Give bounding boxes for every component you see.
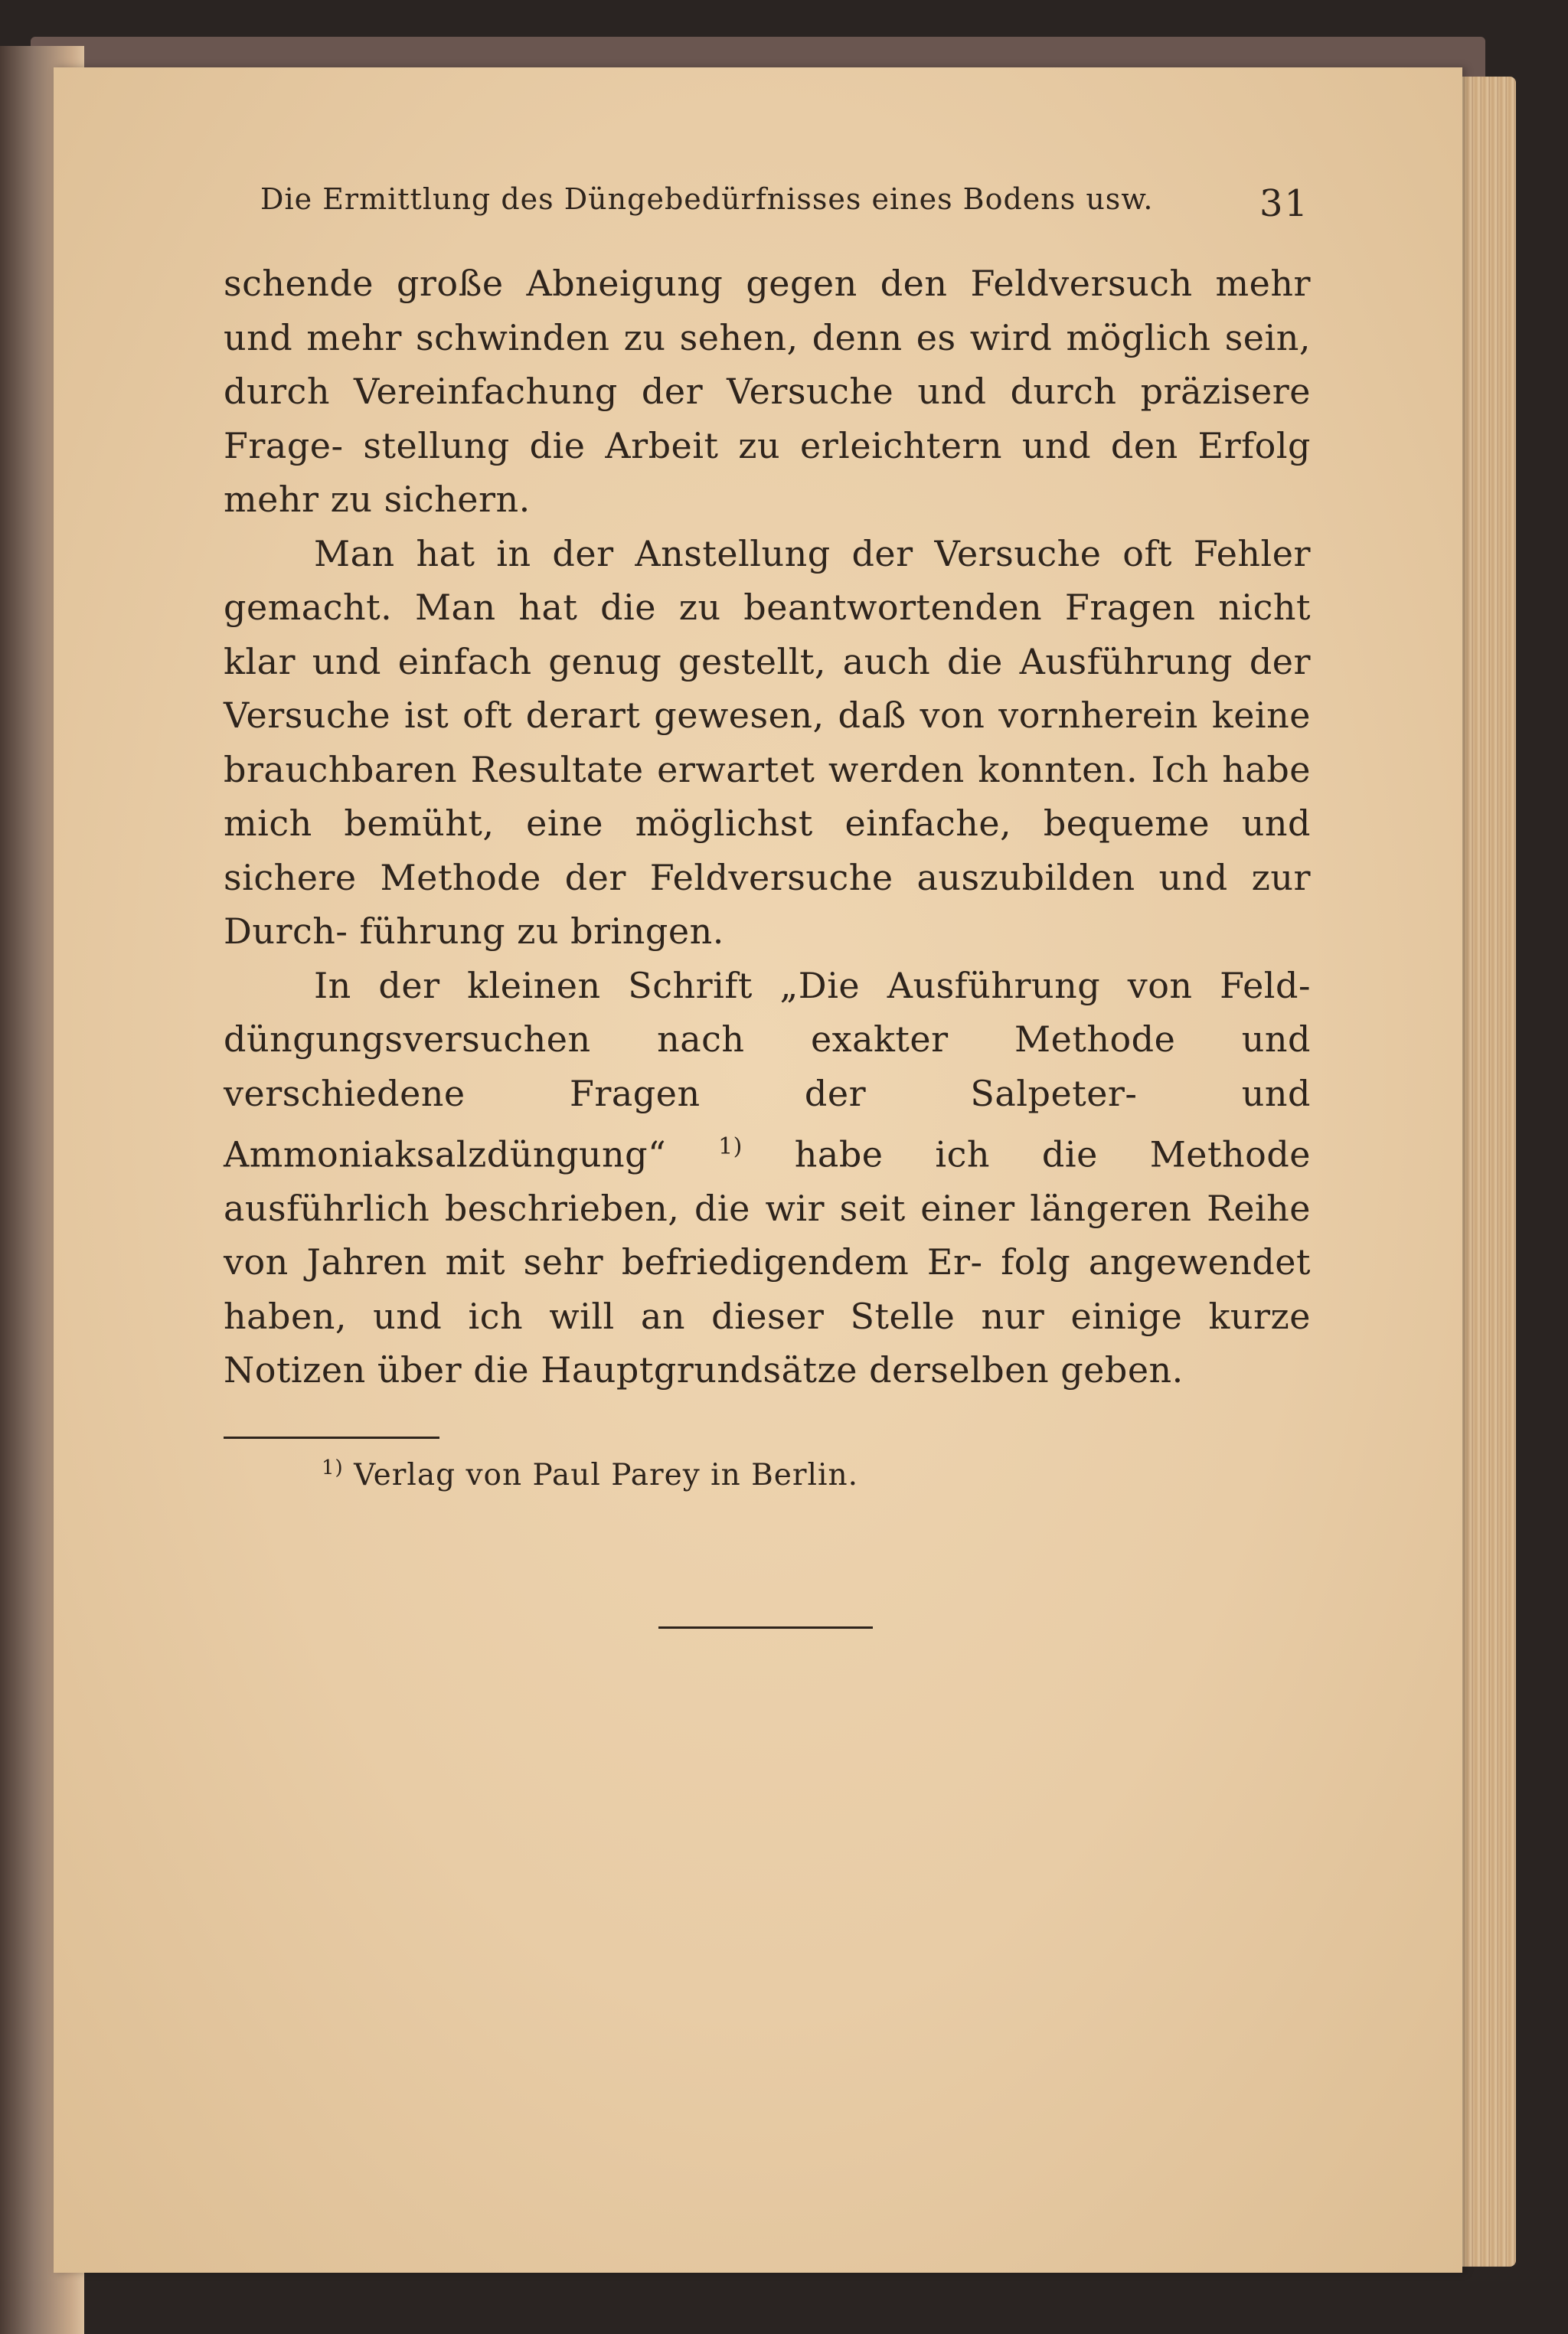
footnote (322, 1456, 858, 1492)
paragraph-2: Man hat in der Anstellung der Versuche oft Fehler gemacht. Man hat die zu beantwortenden Fragen nicht klar und einfach genug gestellt, auch die Ausführung der Versuche ist oft derart gewesen, daß von vornherein keine brauchbaren Resultate erwartet werden konnten. Ich habe mich bemüht, eine möglichst einfache, bequeme und sichere Methode der Feldversuche auszubilden und zur Durch- führung zu bringen. (224, 532, 1311, 952)
footnote-reference: 1) (718, 1133, 743, 1160)
page-number: 31 (1259, 182, 1310, 225)
footnote-mark: 1) (322, 1456, 344, 1479)
paragraph-3-text-a: In der kleinen Schrift „Die Ausführung von Feld- düngungsversuchen nach exakter Methode und verschiedene Fragen der Salpeter- und Ammoniaksalzdüngung“ (224, 964, 1311, 1175)
paragraph-3-text-b: habe ich die Methode ausführlich beschrieben, die wir seit einer längeren Reihe von Jahren mit sehr befriedigendem Er- folg angewendet haben, und ich will an dieser Stelle nur einige kurze Notizen über die Hauptgrundsätze derselben geben. (224, 1133, 1312, 1391)
paragraph-3 (224, 959, 1311, 1397)
footnote-text: Verlag von Paul Parey in Berlin. (354, 1458, 858, 1492)
end-of-section-rule (658, 1626, 873, 1629)
main-text (224, 257, 1311, 1397)
paragraph-1: schende große Abneigung gegen den Feldversuch mehr und mehr schwinden zu sehen, denn es wird möglich sein, durch Vereinfachung der Versuche und durch präzisere Frage- stellung die Arbeit zu erleichtern und den Erfolg mehr zu sichern. (224, 263, 1311, 520)
footnote-separator (224, 1437, 439, 1439)
running-head: Die Ermittlung des Düngebedürfnisses eines Bodens usw. (260, 182, 1154, 216)
